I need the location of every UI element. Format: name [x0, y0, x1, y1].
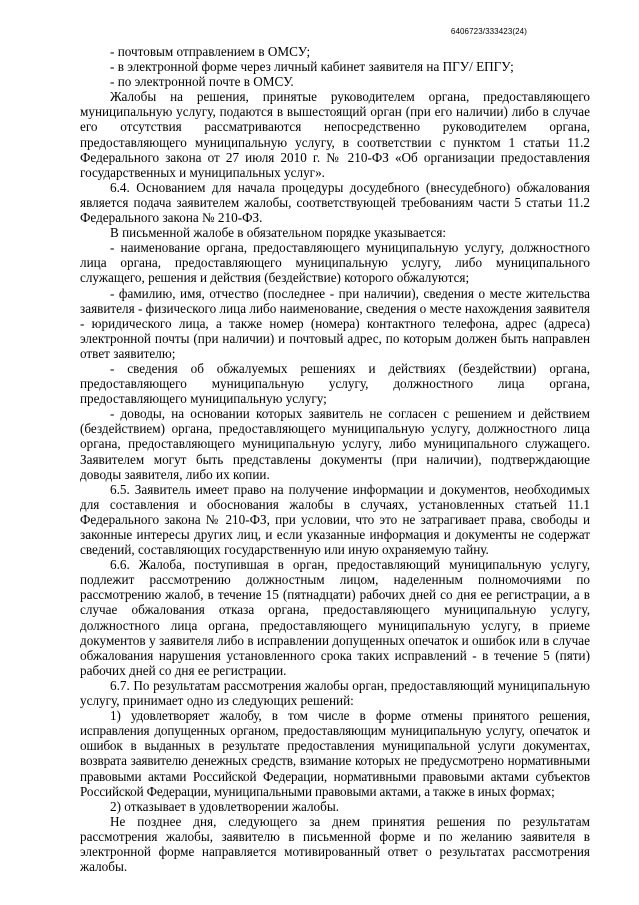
paragraph-6-4: 6.4. Основанием для начала процедуры досудебного (внесудебного) обжалования является подача заявителем жалобы, соответствующей требованиям части 5 статьи 11.2 Федерального закона № 210-ФЗ.: [80, 179, 590, 226]
paragraph-decision-refuse: 2) отказывает в удовлетворении жалобы.: [110, 798, 340, 814]
paragraph-response-deadline: Не позднее дня, следующего за днем принятия решения по результатам рассмотрения жалобы, заявителю в письменной форме и по желанию заявителя в электронной форме направляется мотивированный ответ о результатах рассмотрения жалобы.: [80, 813, 590, 875]
paragraph-complaints-against-head: Жалобы на решения, принятые руководителем органа, предоставляющего муниципальную услугу, подаются в вышестоящий орган (при его наличии) либо в случае его отсутствия рассматриваются непосредственно руководителем органа, предоставляющего муниципальную услугу, в соответствии с пунктом 1 статьи 11.2 Федерального закона от 27 июля 2010 г. № 210-ФЗ «Об организации предоставления государственных и муниципальных услуг».: [80, 89, 590, 180]
paragraph-electronic-method: - в электронной форме через личный кабинет заявителя на ПГУ/ ЕПГУ;: [110, 59, 514, 75]
paragraph-item-arguments: - доводы, на основании которых заявитель не согласен с решением и действием (бездействием) органа, предоставляющего муниципальную услугу, должностного лица органа, предоставляющего муниципальную услугу, либо муниципального служащего. Заявителем могут быть представлены документы (при наличии), подтверждающие доводы заявителя, либо их копии.: [80, 406, 590, 482]
paragraph-mail-method: - почтовым отправлением в ОМСУ;: [110, 44, 311, 59]
paragraph-decision-satisfy: 1) удовлетворяет жалобу, в том числе в форме отмены принятого решения, исправления допущенных органом, предоставляющим муниципальную услугу, опечаток и ошибок в выданных в результате предоставления муниципальной услуги документах, возврата заявителю денежных средств, взимание которых не предусмотрено нормативными правовыми актами Российской Федерации, нормативными правовыми актами субъектов Российской Федерации, муниципальными правовыми актами, а также в иных формах;: [80, 708, 590, 799]
paragraph-6-6: 6.6. Жалоба, поступившая в орган, предоставляющий муниципальную услугу, подлежит рассмотрению должностным лицом, наделенным полномочиями по рассмотрению жалоб, в течение 15 (пятнадцати) рабочих дней со дня ее регистрации, а в случае обжалования отказа органа, предоставляющего муниципальную услугу, должностного лица органа, предоставляющего муниципальную услугу, в приеме документов у заявителя либо в исправлении допущенных опечаток и ошибок или в случае обжалования нарушения установленного срока таких исправлений - в течение 5 (пяти) рабочих дней со дня ее регистрации.: [80, 557, 590, 678]
paragraph-email-method: - по электронной почте в ОМСУ.: [110, 74, 294, 90]
document-body: [80, 44, 590, 874]
paragraph-item-organ-name: - наименование органа, предоставляющего муниципальную услугу, должностного лица органа, предоставляющего муниципальную услугу, либо муниципального служащего, решения и действия (бездействие) которого обжалуются;: [80, 240, 590, 286]
paragraph-item-applicant-details: - фамилию, имя, отчество (последнее - при наличии), сведения о месте жительства заявителя - физического лица либо наименование, сведения о месте нахождения заявителя - юридического лица, а также номер (номера) контактного телефона, адрес (адреса) электронной почты (при наличии) и почтовый адрес, по которым должен быть направлен ответ заявителю;: [80, 285, 590, 361]
paragraph-written-complaint-intro: В письменной жалобе в обязательном порядке указывается:: [110, 225, 447, 241]
paragraph-6-7: 6.7. По результатам рассмотрения жалобы орган, предоставляющий муниципальную услугу, принимает одно из следующих решений:: [80, 677, 590, 709]
paragraph-6-5: 6.5. Заявитель имеет право на получение информации и документов, необходимых для составления и обоснования жалобы в случаях, установленных статьей 11.1 Федерального закона № 210-ФЗ, при условии, что это не затрагивает права, свободы и законные интересы других лиц, и если указанные информация и документы не содержат сведений, составляющих государственную или иную охраняемую тайну.: [80, 481, 590, 558]
document-id: 6406723/333423(24): [450, 27, 527, 36]
paragraph-item-appealed-decisions: - сведения об обжалуемых решениях и действиях (бездействии) органа, предоставляющего муниципальную услугу, должностного лица органа, предоставляющего муниципальную услугу;: [80, 360, 590, 407]
